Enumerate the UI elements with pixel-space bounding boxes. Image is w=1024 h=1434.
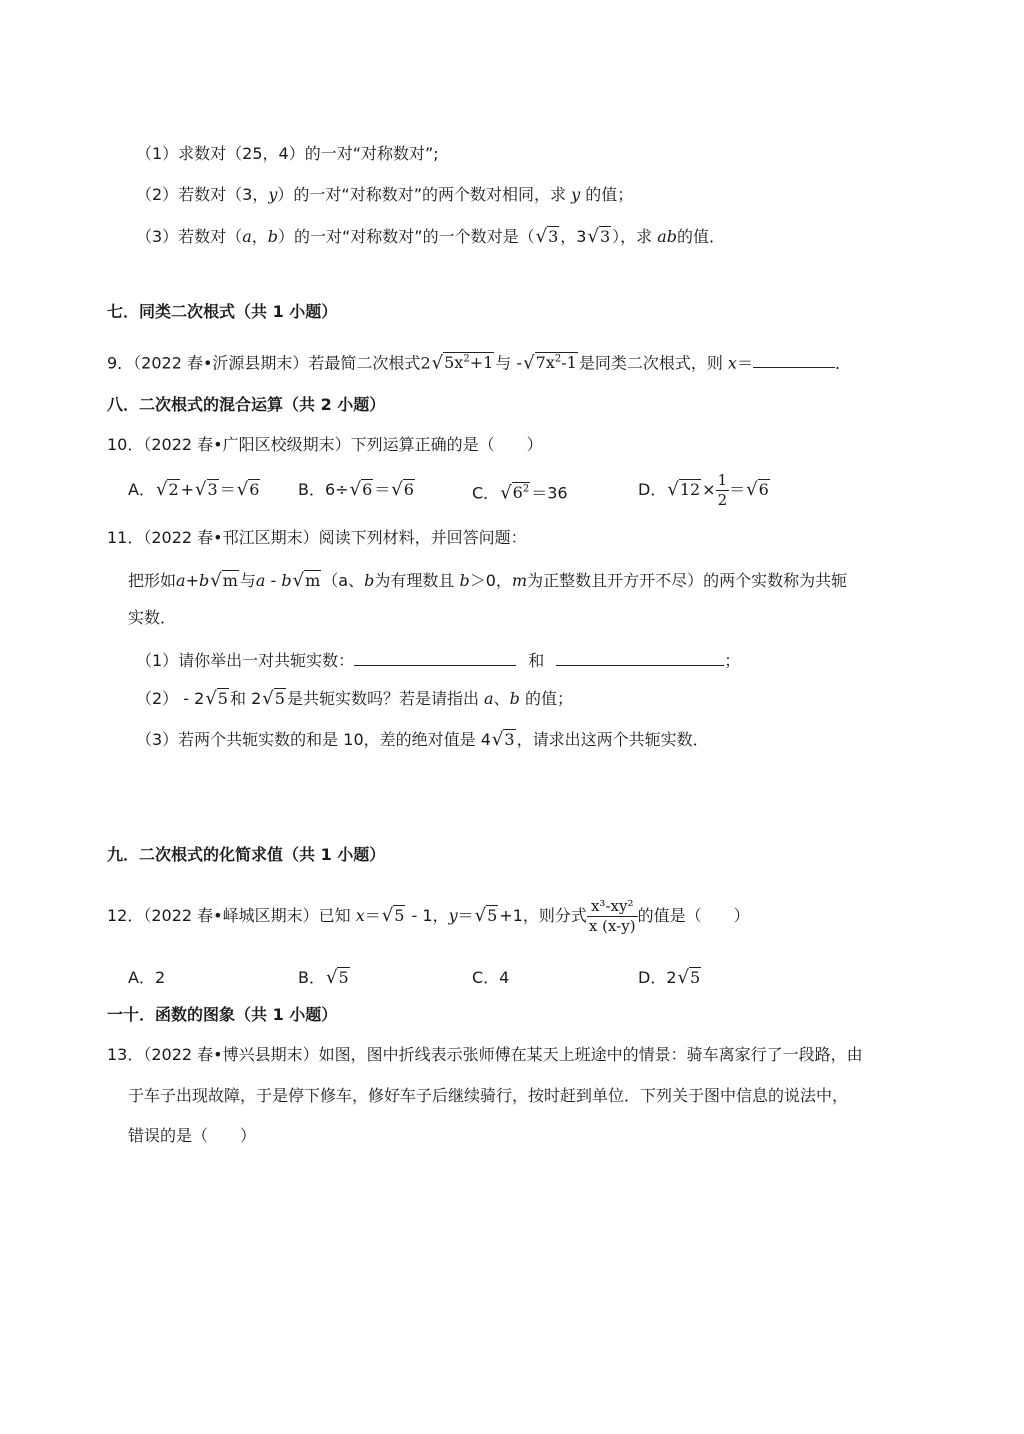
sub-question-3 — [136, 226, 725, 248]
q-text: （2）若数对（3， — [136, 185, 269, 204]
q-text: 与 - — [495, 353, 523, 373]
option-a: A．2 — [128, 968, 166, 987]
sub-question-1 — [136, 143, 439, 165]
question-13-line-2: 于车子出现故障，于是停下修车，修好车子后继续骑行，按时赶到单位．下列关于图中信息的说法中， — [128, 1086, 849, 1105]
sub-question-11-3: （3）若两个共轭实数的和是 10，差的绝对值是 4√3 ，请求出这两个共轭实数． — [136, 729, 709, 750]
q-text: ，3 — [560, 227, 587, 246]
q-text: ），求 — [612, 227, 653, 246]
var-b: b — [267, 227, 278, 246]
q-text: 是同类二次根式，则 — [578, 353, 723, 373]
option-b: B．6÷√6 ＝√6 — [298, 479, 414, 500]
option-c: C．$√6^2 =36$ — [472, 482, 568, 504]
question-10: 10．（2022 春•广阳区校级期末）下列运算正确的是（ ） — [107, 435, 543, 454]
section-heading-10: 一十．函数的图象（共 1 小题） — [107, 1005, 338, 1024]
sub-question-2 — [136, 184, 633, 206]
var-a: a — [242, 227, 252, 246]
q-text: ． — [834, 353, 851, 373]
section-heading-9: 九．二次根式的化简求值（共 1 小题） — [107, 845, 386, 864]
sub-question-11-1: （1）请你举出一对共轭实数： 和 ； — [136, 647, 740, 672]
option-c: C．4 — [472, 968, 510, 987]
q-text: ）的一对“对称数对”的两个数对相同，求 — [277, 185, 567, 204]
question-13-line-3: 错误的是（ ） — [128, 1126, 257, 1145]
sqrt: $√7x^2-1$ — [523, 352, 577, 374]
material-line-1: 把形如a+b√m 与a - b√m （a、b为有理数且 b＞0，m为正整数且开方开不尽）的两个实数称为共轭 — [128, 570, 848, 591]
sqrt: $√5x^2+1$ — [431, 352, 494, 374]
question-13-line-1: 13．（2022 春•博兴县期末）如图，图中折线表示张师傅在某天上班途中的情景：骑车离家行了一段路，由 — [107, 1045, 863, 1064]
q-text: 的值． — [677, 227, 726, 246]
var-y: y — [571, 185, 581, 204]
answer-blank[interactable] — [354, 647, 516, 666]
answer-blank[interactable] — [753, 349, 835, 368]
question-9 — [107, 349, 851, 374]
sqrt: √3 — [535, 226, 559, 247]
option-d: D．√12 × $\frac{1}{2}$ ＝√6 — [638, 471, 769, 509]
q-text: ）的一对“对称数对”的一个数对是（ — [278, 227, 535, 246]
q-text: ， — [251, 227, 268, 246]
sqrt: √3 — [587, 226, 611, 247]
answer-blank[interactable] — [556, 647, 724, 666]
fraction: $\frac{\text{x³-xy²}}{x (x-y)}$ — [588, 897, 636, 935]
q-text: （3）若数对（ — [136, 227, 243, 246]
material-line-2: 实数． — [128, 608, 177, 627]
section-heading-8: 八．二次根式的混合运算（共 2 小题） — [107, 395, 386, 414]
q-text: （1）求数对（25，4）的一对“对称数对”; — [136, 144, 439, 163]
coef: 2 — [420, 353, 431, 373]
option-a: A．√2 +√3 ＝√6 — [128, 479, 260, 500]
option-d: D．2√5 — [638, 967, 701, 988]
var-y: y — [268, 185, 278, 204]
var-x: x — [727, 353, 737, 373]
var-ab: ab — [657, 227, 678, 246]
q-text: 9．（2022 春•沂源县期末）若最简二次根式 — [107, 353, 421, 373]
sub-question-11-2: （2） - 2√5 和 2√5 是共轭实数吗？若是请指出 a、b 的值； — [136, 688, 573, 709]
q-text: 的值； — [585, 185, 634, 204]
option-b: B．√5 — [298, 967, 349, 988]
question-12: 12．（2022 春•峄城区期末）已知 x＝√5 - 1，y＝√5 +1，则分式 $\frac{\text{x³-xy²}}{x (x-y)}$ 的值是（ ） — [107, 897, 750, 935]
q-text: ＝ — [736, 353, 753, 373]
question-11: 11．（2022 春•邗江区期末）阅读下列材料，并回答问题： — [107, 528, 527, 547]
section-heading-7: 七．同类二次根式（共 1 小题） — [107, 302, 338, 321]
